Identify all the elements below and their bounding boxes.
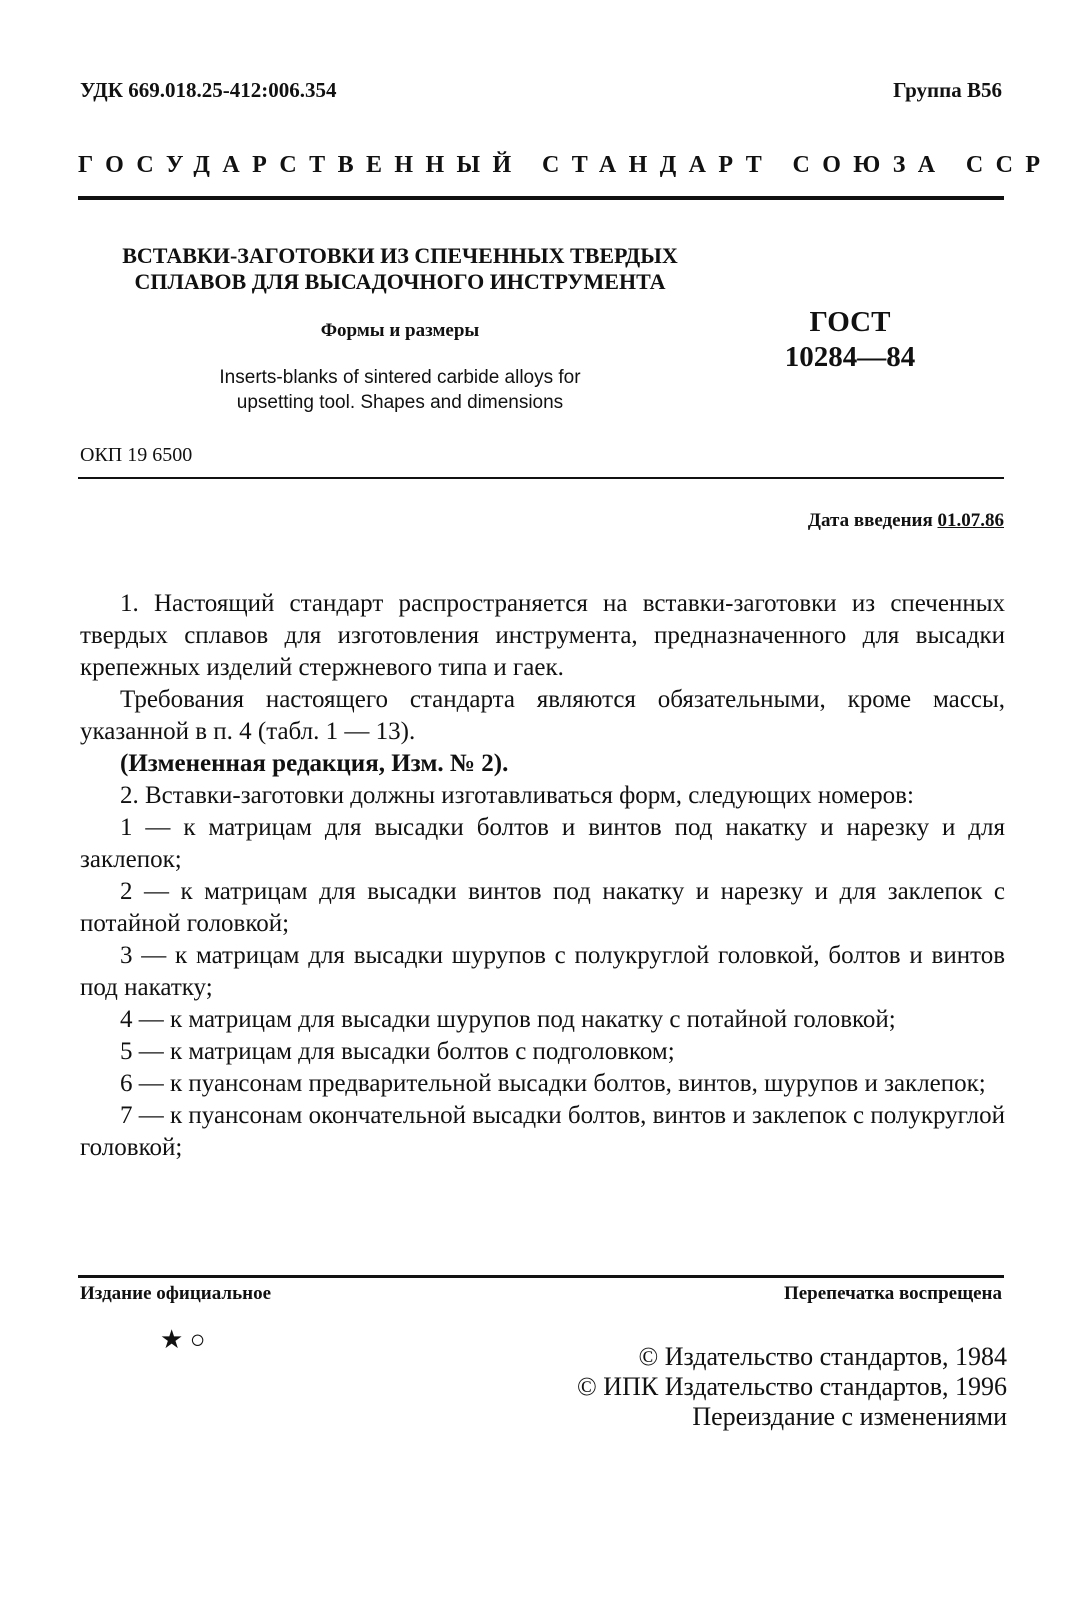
- copyright-line-2: © ИПК Издательство стандартов, 1996: [577, 1372, 1007, 1401]
- copyright-line-1: © Издательство стандартов, 1984: [638, 1342, 1007, 1371]
- title-line-2: СПЛАВОВ ДЛЯ ВЫСАДОЧНОГО ИНСТРУМЕНТА: [134, 269, 666, 294]
- english-title-line-2: upsetting tool. Shapes and dimensions: [236, 392, 564, 413]
- gost-label: ГОСТ: [809, 306, 891, 338]
- list-item: 1 — к матрицам для высадки болтов и винтов под накатку и нарезку и для заклепок;: [80, 814, 1005, 873]
- list-item: 7 — к пуансонам окончательной высадки болтов, винтов и заклепок с полукруглой головкой;: [80, 1102, 1005, 1161]
- star-circle-mark: ★ ○: [160, 1325, 206, 1354]
- paragraph: Требования настоящего стандарта являются обязательными, кроме массы, указанной в п. 4 (табл. 1 — 13).: [80, 686, 1005, 745]
- list-item: 6 — к пуансонам предварительной высадки болтов, винтов, шурупов и заклепок;: [120, 1070, 986, 1097]
- state-standard-heading: ГОСУДАРСТВЕННЫЙ СТАНДАРТ СОЮЗА ССР: [78, 152, 1053, 178]
- list-item: 2 — к матрицам для высадки винтов под накатку и нарезку и для заклепок с потайной головкой;: [80, 878, 1005, 937]
- introduction-date-value: 01.07.86: [937, 510, 1004, 531]
- document-title: [80, 243, 720, 295]
- header-rule: [78, 196, 1004, 200]
- list-item: 5 — к матрицам для высадки болтов с подголовком;: [120, 1038, 675, 1065]
- official-edition: Издание официальное: [80, 1283, 272, 1304]
- amendment-note: (Измененная редакция, Изм. № 2).: [120, 750, 509, 777]
- title-line-1: ВСТАВКИ-ЗАГОТОВКИ ИЗ СПЕЧЕННЫХ ТВЕРДЫХ: [122, 243, 678, 268]
- list-item: 4 — к матрицам для высадки шурупов под накатку с потайной головкой;: [120, 1006, 896, 1033]
- body-text: [80, 588, 1005, 1164]
- paragraph: 2. Вставки-заготовки должны изготавливаться форм, следующих номеров:: [120, 782, 914, 809]
- list-item: 3 — к матрицам для высадки шурупов с полукруглой головкой, болтов и винтов под накатку;: [80, 942, 1005, 1001]
- okp-code: ОКП 19 6500: [80, 444, 193, 466]
- document-subtitle: Формы и размеры: [320, 320, 480, 341]
- english-title: [80, 365, 720, 415]
- reissue-note: Переиздание с изменениями: [692, 1402, 1007, 1431]
- reprint-prohibited: Перепечатка воспрещена: [783, 1283, 1002, 1304]
- group-code: Группа В56: [893, 78, 1002, 102]
- udk-code: УДК 669.018.25-412:006.354: [80, 78, 337, 102]
- introduction-date: [808, 510, 1004, 532]
- copyright-block: [407, 1342, 1007, 1432]
- gost-designation: [770, 305, 930, 375]
- footer-rule: [78, 1275, 1004, 1278]
- introduction-date-label: Дата введения: [807, 510, 933, 531]
- okp-rule: [78, 477, 1004, 479]
- paragraph: 1. Настоящий стандарт распространяется на вставки-заготовки из спеченных твердых сплавов для изготовления инструмента, предназначенного для высадки крепежных изделий стержневого типа и гаек.: [80, 590, 1005, 681]
- english-title-line-1: Inserts-blanks of sintered carbide alloys for: [219, 367, 581, 388]
- gost-number: 10284—84: [784, 341, 916, 373]
